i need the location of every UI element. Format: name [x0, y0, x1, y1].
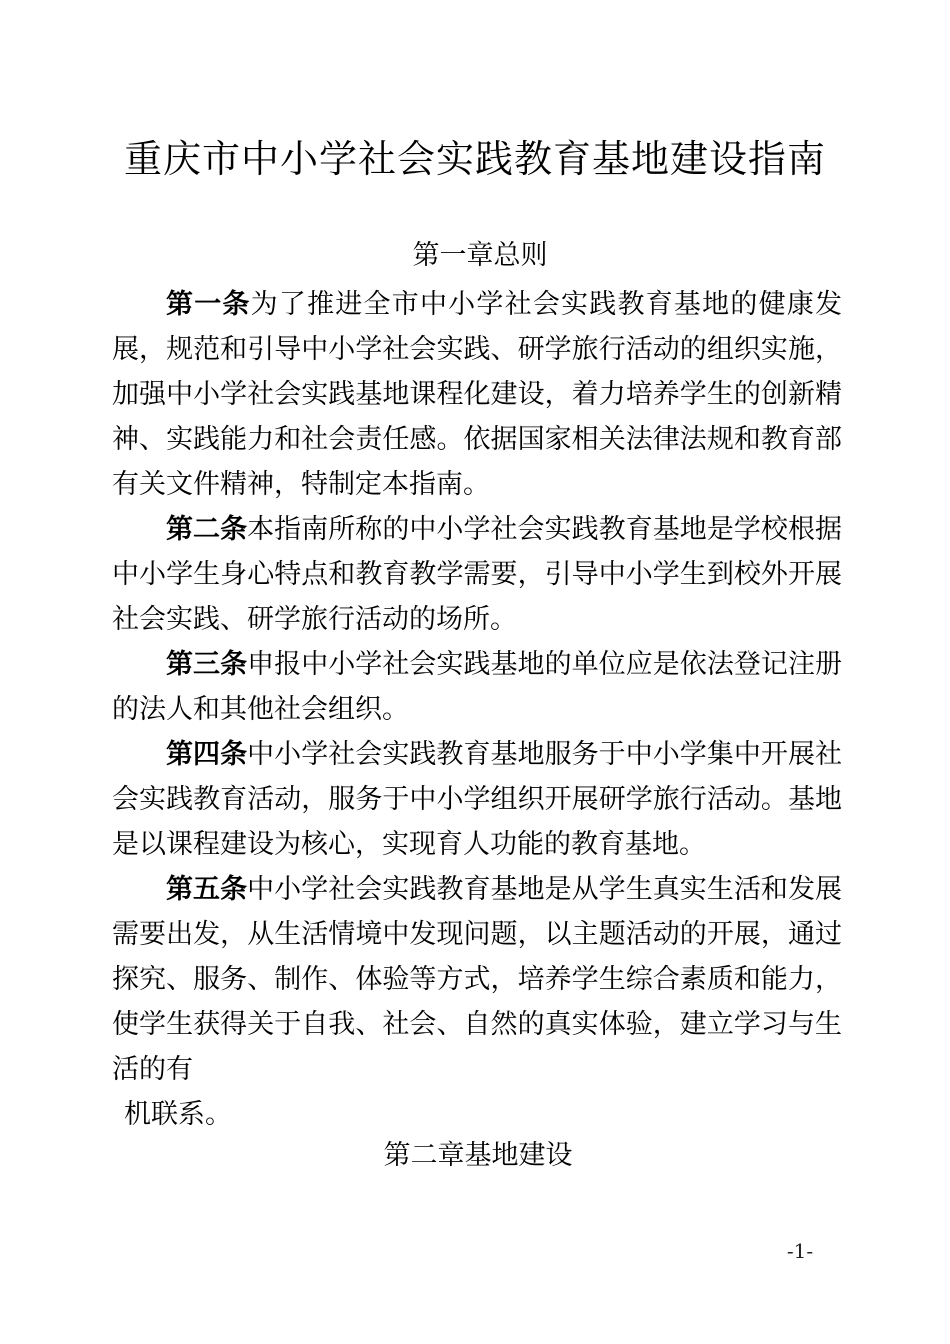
- article-2: [112, 507, 842, 642]
- article-5-continuation: 机联系。: [124, 1099, 232, 1130]
- chapter-2-heading: 第二章基地建设: [383, 1140, 573, 1171]
- article-5-text: 中小学社会实践教育基地是从学生真实生活和发展需要出发，从生活情境中发现问题，以主题活动的开展，通过探究、服务、制作、体验等方式，培养学生综合素质和能力，使学生获得关于自我、社会、自然的真实体验，建立学习与生活的有: [112, 874, 842, 1085]
- document-title: 重庆市中小学社会实践教育基地建设指南: [123, 137, 826, 181]
- article-1: [112, 282, 842, 507]
- chapter-1-heading: 第一章总则: [412, 240, 548, 271]
- article-3-text: 申报中小学社会实践基地的单位应是依法登记注册的法人和其他社会组织。: [112, 649, 842, 725]
- article-1-text: 为了推进全市中小学社会实践教育基地的健康发展，规范和引导中小学社会实践、研学旅行活动的组织实施，加强中小学社会实践基地课程化建设，着力培养学生的创新精神、实践能力和社会责任感。依据国家相关法律法规和教育部有关文件精神，特制定本指南。: [112, 289, 843, 500]
- article-3-label: 第三条: [166, 649, 248, 680]
- article-5-label: 第五条: [166, 874, 248, 905]
- article-2-label: 第二条: [166, 514, 248, 545]
- article-4-label: 第四条: [166, 739, 248, 770]
- article-4: [112, 732, 842, 867]
- article-5: [112, 867, 842, 1092]
- article-2-text: 本指南所称的中小学社会实践教育基地是学校根据中小学生身心特点和教育教学需要，引导中小学生到校外开展社会实践、研学旅行活动的场所。: [112, 514, 842, 635]
- page-number: -1-: [786, 1239, 814, 1263]
- article-4-text: 中小学社会实践教育基地服务于中小学集中开展社会实践教育活动，服务于中小学组织开展研学旅行活动。基地是以课程建设为核心，实现育人功能的教育基地。: [112, 739, 842, 860]
- article-3: [112, 642, 842, 732]
- article-1-label: 第一条: [166, 289, 251, 320]
